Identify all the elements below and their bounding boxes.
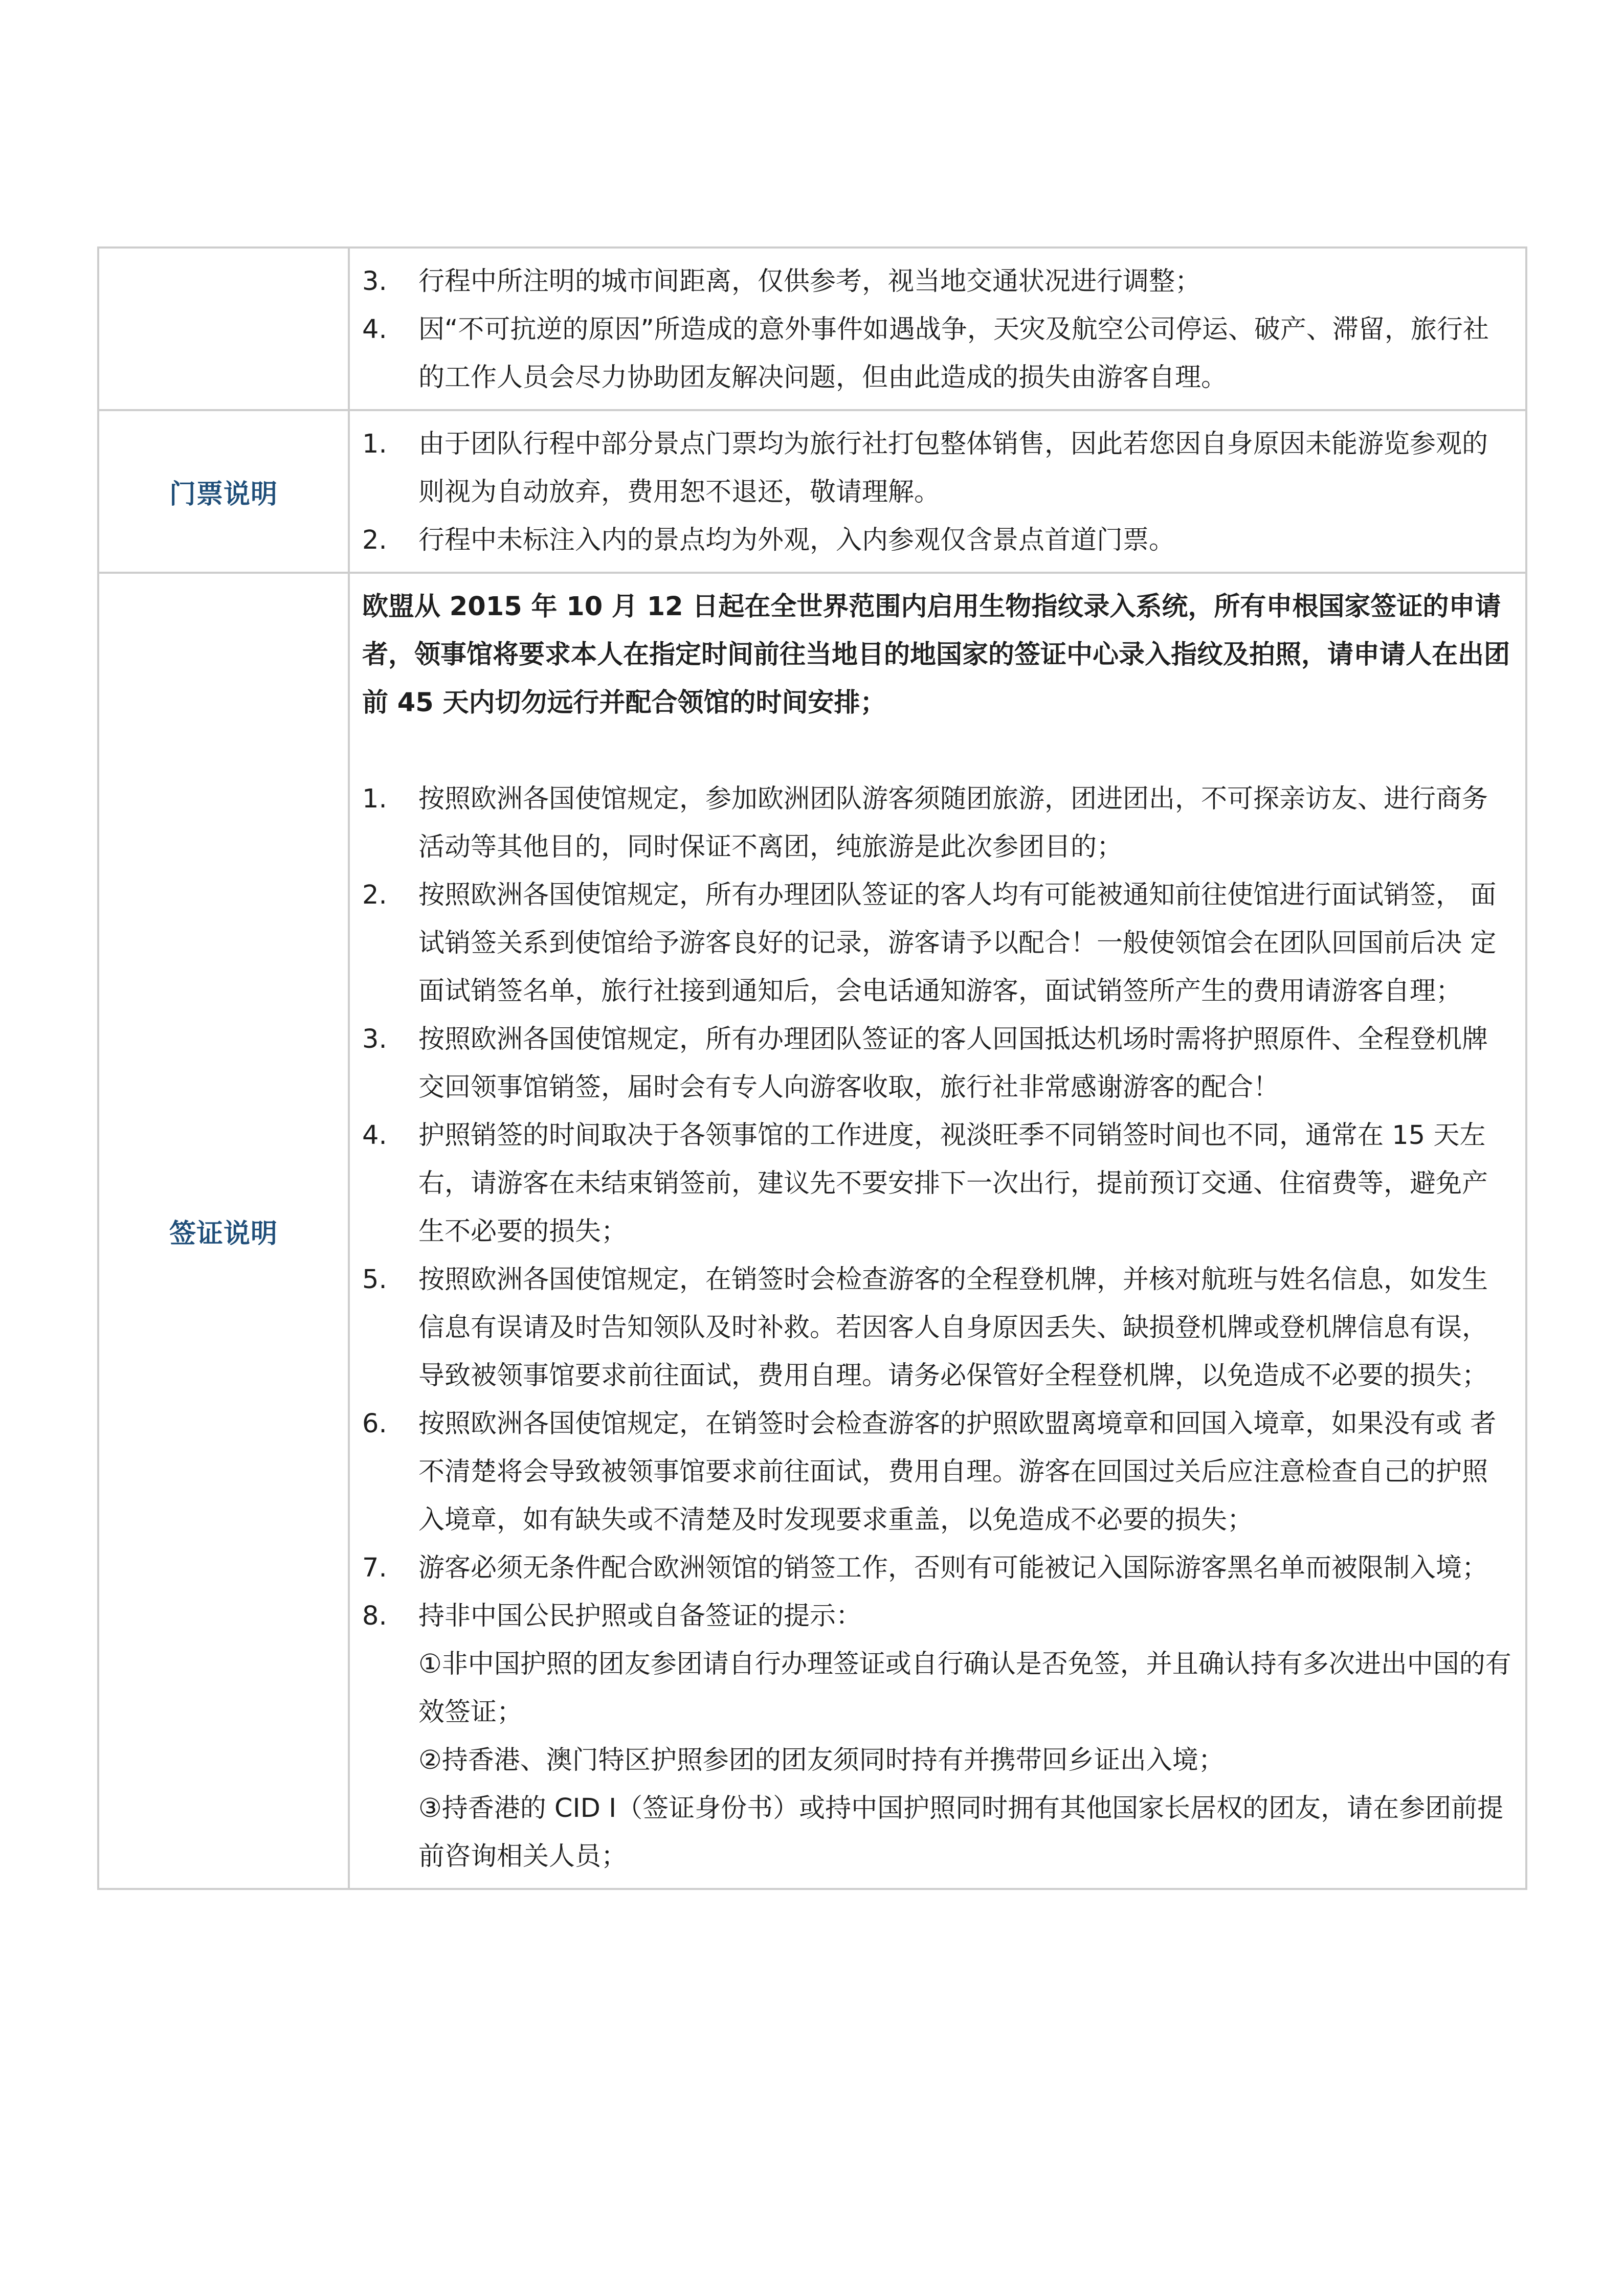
list-item [362, 1400, 1513, 1544]
item-number: 8. [362, 1601, 387, 1631]
list-item [362, 420, 1513, 516]
item-text: 持非中国公民护照或自备签证的提示： [418, 1601, 862, 1631]
item-number: 4. [362, 314, 387, 345]
list-item [362, 871, 1513, 1016]
item-text: 由于团队行程中部分景点门票均为旅行社打包整体销售，因此若您因自身原因未能游览参观的则视为自动放弃，费用恕不退还，敬请理解。 [418, 429, 1488, 507]
content-cell-ticket [349, 410, 1526, 573]
item-text: 行程中所注明的城市间距离，仅供参考，视当地交通状况进行调整； [418, 266, 1202, 297]
list-item [362, 1112, 1513, 1256]
list-item [362, 775, 1513, 871]
item-number: 6. [362, 1409, 387, 1439]
list-item [362, 516, 1513, 565]
item-text: 按照欧洲各国使馆规定，在销签时会检查游客的全程登机牌，并核对航班与姓名信息，如发生信息有误请及时告知领队及时补救。若因客人自身原因丢失、缺损登机牌或登机牌信息有误， 导致被领事馆要求前往面试，费用自理。请务必保管好全程登机牌，以免造成不必要的损失； [418, 1265, 1488, 1391]
item-number: 4. [362, 1120, 387, 1151]
item-number: 2. [362, 525, 387, 555]
item-text: 按照欧洲各国使馆规定，所有办理团队签证的客人回国抵达机场时需将护照原件、全程登机牌交回领事馆销签，届时会有专人向游客收取，旅行社非常感谢游客的配合！ [418, 1024, 1488, 1102]
item-text: 按照欧洲各国使馆规定，参加欧洲团队游客须随团旅游，团进团出，不可探亲访友、进行商务活动等其他目的，同时保证不离团，纯旅游是此次参团目的； [418, 784, 1488, 862]
row-ticket-notes [98, 410, 1526, 573]
label-cell-visa [98, 573, 349, 1889]
list-item [362, 1592, 1513, 1640]
list-item [362, 306, 1513, 402]
item-text: 按照欧洲各国使馆规定，所有办理团队签证的客人均有可能被通知前往使馆进行面试销签， 面试销签关系到使馆给予游客良好的记录，游客请予以配合！一般使领馆会在团队回国前后决 定面试销签名单，旅行社接到通知后，会电话通知游客，面试销签所产生的费用请游客自理； [418, 880, 1497, 1006]
visa-intro-paragraph: 欧盟从 2015 年 10 月 12 日起在全世界范围内启用生物指纹录入系统，所有申根国家签证的申请者，领事馆将要求本人在指定时间前往当地目的地国家的签证中心录入指纹及拍照，请申请人在出团前 45 天内切勿远行并配合领馆的时间安排； [362, 592, 1510, 718]
list-item [362, 1256, 1513, 1400]
visa-notes-label: 签证说明 [169, 1218, 278, 1249]
item-number: 1. [362, 784, 387, 814]
item-text: 游客必须无条件配合欧洲领馆的销签工作，否则有可能被记入国际游客黑名单而被限制入境； [418, 1553, 1488, 1583]
paragraph-spacer [362, 727, 1513, 775]
item-text: 因“不可抗逆的原因”所造成的意外事件如遇战争，天灾及航空公司停运、破产、滞留，旅行社的工作人员会尽力协助团友解决问题，但由此造成的损失由游客自理。 [418, 314, 1489, 393]
sub-item: ①非中国护照的团友参团请自行办理签证或自行确认是否免签，并且确认持有多次进出中国的有效签证； [418, 1649, 1511, 1727]
item-number: 5. [362, 1265, 387, 1295]
ticket-notes-label: 门票说明 [169, 479, 278, 510]
item-number: 2. [362, 880, 387, 910]
list-item [362, 258, 1513, 306]
notes-table [97, 246, 1527, 1890]
list-item [362, 1544, 1513, 1592]
row-continued-notes [98, 247, 1526, 410]
item-text: 按照欧洲各国使馆规定，在销签时会检查游客的护照欧盟离境章和回国入境章，如果没有或 者不清楚将会导致被领事馆要求前往面试，费用自理。游客在回国过关后应注意检查自己的护照入境章，如有缺失或不清楚及时发现要求重盖，以免造成不必要的损失； [418, 1409, 1497, 1535]
item-number: 3. [362, 1024, 387, 1054]
label-cell-empty [98, 247, 349, 410]
item-number: 1. [362, 429, 387, 459]
row-visa-notes [98, 573, 1526, 1889]
item-text: 护照销签的时间取决于各领事馆的工作进度，视淡旺季不同销签时间也不同，通常在 15 天左右，请游客在未结束销签前，建议先不要安排下一次出行，提前预订交通、住宿费等，避免产生不必要的损失； [418, 1120, 1488, 1247]
content-cell-continued [349, 247, 1526, 410]
content-cell-visa [349, 573, 1526, 1889]
label-cell-ticket [98, 410, 349, 573]
sub-item: ③持香港的 CID I（签证身份书）或持中国护照同时拥有其他国家长居权的团友，请在参团前提前咨询相关人员； [418, 1793, 1504, 1872]
item-number: 3. [362, 266, 387, 297]
item-text: 行程中未标注入内的景点均为外观，入内参观仅含景点首道门票。 [418, 525, 1175, 555]
sub-item: ②持香港、澳门特区护照参团的团友须同时持有并携带回乡证出入境； [418, 1745, 1225, 1775]
item-number: 7. [362, 1553, 387, 1583]
list-item [362, 1016, 1513, 1112]
